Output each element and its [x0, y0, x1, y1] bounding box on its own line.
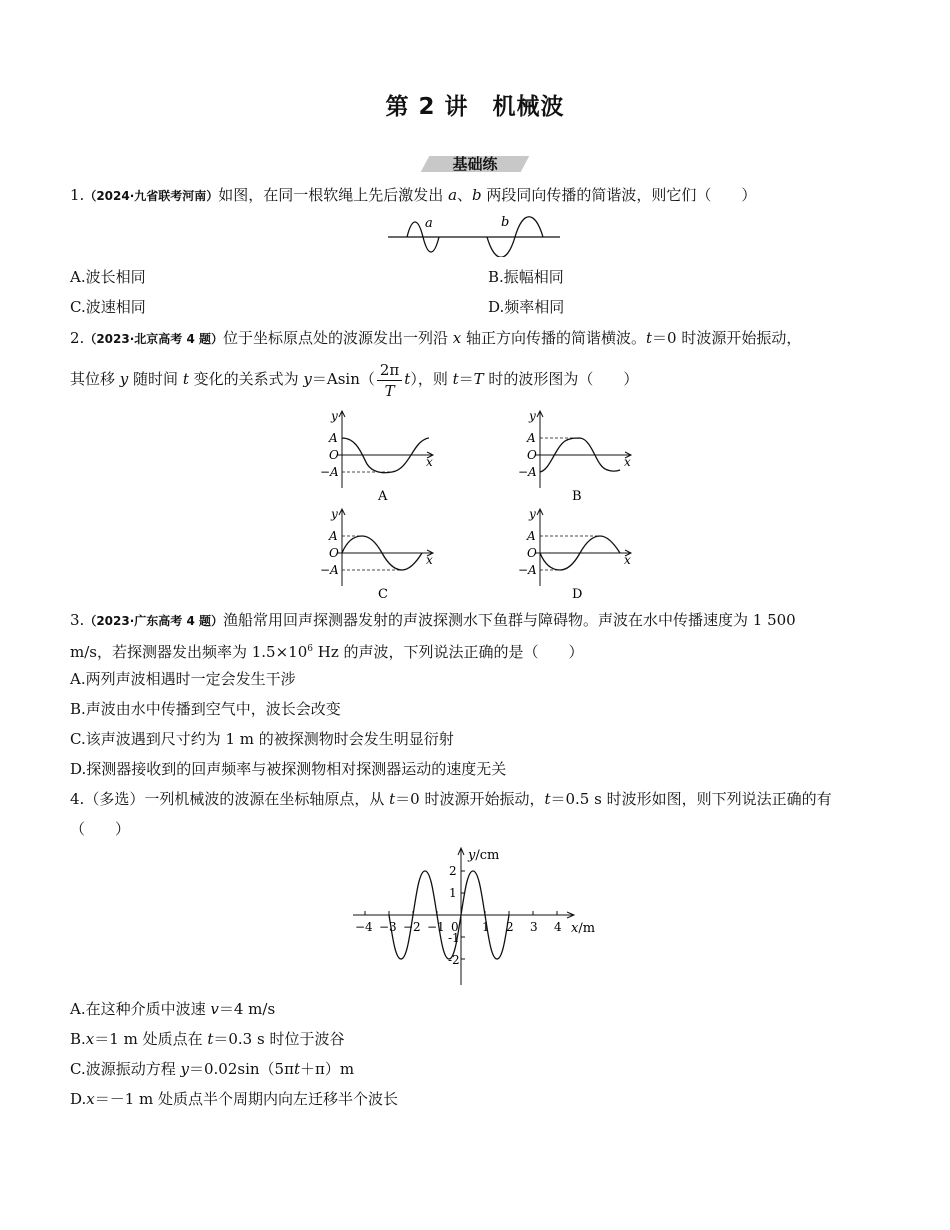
q2-text: ＝Asin（	[311, 370, 375, 388]
q4-text: ＝0 时波源开始振动，	[395, 790, 545, 808]
q3-number: 3.	[70, 611, 85, 629]
q4-option-text: ＝－1 m 处质点半个周期内向左迁移半个波长	[94, 1090, 399, 1108]
axis-label: O	[329, 448, 339, 462]
q4-ytick: 2	[449, 864, 457, 878]
q4-var-x: x	[86, 1090, 95, 1108]
q4-var-y: y	[180, 1060, 189, 1078]
q4-option-d	[70, 1088, 398, 1110]
q1-var-b: b	[472, 186, 482, 204]
q1-text-2: 两段同向传播的简谐波，则它们（ ）	[481, 186, 757, 204]
q4-multi-tag: （多选）	[84, 790, 145, 808]
q1-option-c: C.波速相同	[70, 298, 146, 316]
q1-stem	[70, 184, 756, 207]
q2-graph-d	[510, 506, 640, 606]
q2-var-T: T	[473, 370, 484, 388]
q4-text: 一列机械波的波源在坐标轴原点，从	[144, 790, 390, 808]
q2-text: 随时间	[128, 370, 183, 388]
q4-option-a	[70, 998, 275, 1020]
q2-var-y: y	[119, 370, 129, 388]
section-label	[425, 153, 525, 175]
q4-option-text: C.波源振动方程	[70, 1060, 181, 1078]
q2-var-x: x	[452, 329, 462, 347]
axis-label: y	[331, 507, 338, 521]
q4-xtick: −3	[379, 920, 397, 934]
page-title: 第 2 讲 机械波	[385, 94, 565, 120]
q4-y-label: y/cm	[468, 848, 500, 863]
q2-var-y: y	[303, 370, 312, 388]
q4-option-text: ＝4 m/s	[218, 1000, 276, 1018]
q3-text: m/s，若探测器发出频率为 1.5×10	[70, 643, 308, 661]
q2-number: 2.	[70, 329, 85, 347]
axis-label: A	[329, 431, 338, 445]
q4-option-text: ＝1 m 处质点在	[94, 1030, 208, 1048]
q2-text: 变化的关系式为	[188, 370, 304, 388]
axis-label: −A	[518, 563, 537, 577]
q1-label-b: b	[501, 215, 510, 230]
q4-xtick: 3	[530, 920, 538, 934]
q2-text: ＝0 时波源开始振动，	[652, 329, 802, 347]
q2-text: ），则	[410, 370, 453, 388]
q4-stem-line1	[70, 788, 832, 810]
axis-label: x	[624, 455, 631, 469]
q4-xtick: 1	[482, 920, 490, 934]
q2-text: 位于坐标原点处的波源发出一列沿	[222, 329, 453, 347]
q4-xtick: −4	[355, 920, 373, 934]
axis-label: −A	[320, 465, 339, 479]
q1-option-b: B.振幅相同	[488, 268, 564, 286]
q1-option-d: D.频率相同	[488, 298, 565, 316]
axis-label: −A	[518, 465, 537, 479]
q4-ytick: -1	[448, 931, 460, 945]
q4-var-t: t	[207, 1030, 214, 1048]
q1-source: （2024·九省联考河南）	[84, 189, 219, 203]
axis-label: x	[624, 553, 631, 567]
axis-label: −A	[320, 563, 339, 577]
q4-option-text: ＋π）m	[299, 1060, 355, 1078]
q4-xtick: 0	[451, 920, 459, 934]
q4-stem-line2: （ ）	[70, 820, 131, 838]
q2-fraction	[377, 360, 402, 401]
q3-source: （2023·广东高考 4 题）	[84, 614, 223, 628]
q2-stem-line1	[70, 327, 801, 350]
axis-label: x	[426, 455, 433, 469]
axis-label: A	[329, 529, 338, 543]
q4-number: 4.	[70, 790, 85, 808]
q2-caption-a: A	[378, 489, 388, 504]
q1-text: 如图，在同一根软绳上先后激发出	[218, 186, 449, 204]
axis-label: x	[426, 553, 433, 567]
q4-xtick: 4	[554, 920, 562, 934]
q1-option-a: A.波长相同	[70, 268, 146, 286]
q4-option-text: ＝0.02sin（5π	[188, 1060, 294, 1078]
q2-text: 时的波形图为（ ）	[483, 370, 639, 388]
section-label-text: 基础练	[452, 155, 498, 173]
q2-caption-c: C	[378, 587, 388, 602]
q4-text: ＝0.5 s 时波形如图，则下列说法正确的有	[550, 790, 832, 808]
q1-number: 1.	[70, 186, 85, 204]
q4-option-text: B.	[70, 1030, 86, 1048]
q3-option-d: D.探测器接收到的回声频率与被探测物相对探测器运动的速度无关	[70, 760, 507, 778]
q3-stem-line1	[70, 609, 796, 632]
q2-var-t: t	[452, 370, 459, 388]
q3-text: Hz 的声波，下列说法正确的是（ ）	[313, 643, 584, 661]
q2-var-t: t	[646, 329, 653, 347]
q4-option-text: D.	[70, 1090, 87, 1108]
q1-label-a: a	[425, 216, 433, 231]
q4-option-c	[70, 1058, 354, 1080]
q4-option-b	[70, 1028, 344, 1050]
q4-var-t: t	[293, 1060, 300, 1078]
axis-label: O	[527, 448, 537, 462]
q2-stem-line2	[70, 356, 638, 402]
q3-stem-line2	[70, 638, 584, 663]
q4-var-x: x	[85, 1030, 95, 1048]
axis-label: A	[527, 431, 536, 445]
q1-var-a: a	[448, 186, 458, 204]
q4-wave-graph	[345, 843, 605, 993]
q3-text: 渔船常用回声探测器发射的声波探测水下鱼群与障碍物。声波在水中传播速度为 1 500	[222, 611, 796, 629]
q4-ytick: 1	[449, 886, 457, 900]
q4-x-label: x/m	[571, 921, 596, 936]
q3-exponent: 6	[307, 644, 313, 654]
q3-option-a: A.两列声波相遇时一定会发生干涉	[70, 670, 296, 688]
q2-fraction-denominator: T	[384, 381, 395, 400]
q4-option-text: ＝0.3 s 时位于波谷	[213, 1030, 345, 1048]
q4-option-text: A.在这种介质中波速	[70, 1000, 211, 1018]
q2-var-t: t	[404, 370, 411, 388]
q4-xtick: 2	[506, 920, 514, 934]
axis-label: O	[527, 546, 537, 560]
axis-label: O	[329, 546, 339, 560]
q2-caption-d: D	[572, 587, 583, 602]
q2-fraction-numerator: 2π	[377, 360, 402, 381]
q4-ytick: -2	[448, 953, 460, 967]
axis-label: A	[527, 529, 536, 543]
q2-graph-a	[312, 408, 442, 508]
q2-text: ＝	[458, 370, 474, 388]
q2-graph-c	[312, 506, 442, 606]
q4-xtick: −1	[427, 920, 445, 934]
q3-option-b: B.声波由水中传播到空气中，波长会改变	[70, 700, 341, 718]
q4-var-v: v	[210, 1000, 219, 1018]
q2-caption-b: B	[572, 489, 582, 504]
q4-xtick: −2	[403, 920, 421, 934]
q3-option-c: C.该声波遇到尺寸约为 1 m 的被探测物时会发生明显衍射	[70, 730, 454, 748]
q2-var-t: t	[182, 370, 189, 388]
q2-text: 轴正方向传播的简谐横波。	[461, 329, 647, 347]
q1-sep: 、	[457, 186, 473, 204]
q2-text: 其位移	[70, 370, 120, 388]
axis-label: y	[529, 409, 536, 423]
q4-var-t: t	[544, 790, 551, 808]
q2-source: （2023·北京高考 4 题）	[84, 332, 223, 346]
q1-rope-figure	[385, 212, 565, 257]
axis-label: y	[529, 507, 536, 521]
q4-var-t: t	[389, 790, 396, 808]
q2-graph-b	[510, 408, 640, 508]
axis-label: y	[331, 409, 338, 423]
